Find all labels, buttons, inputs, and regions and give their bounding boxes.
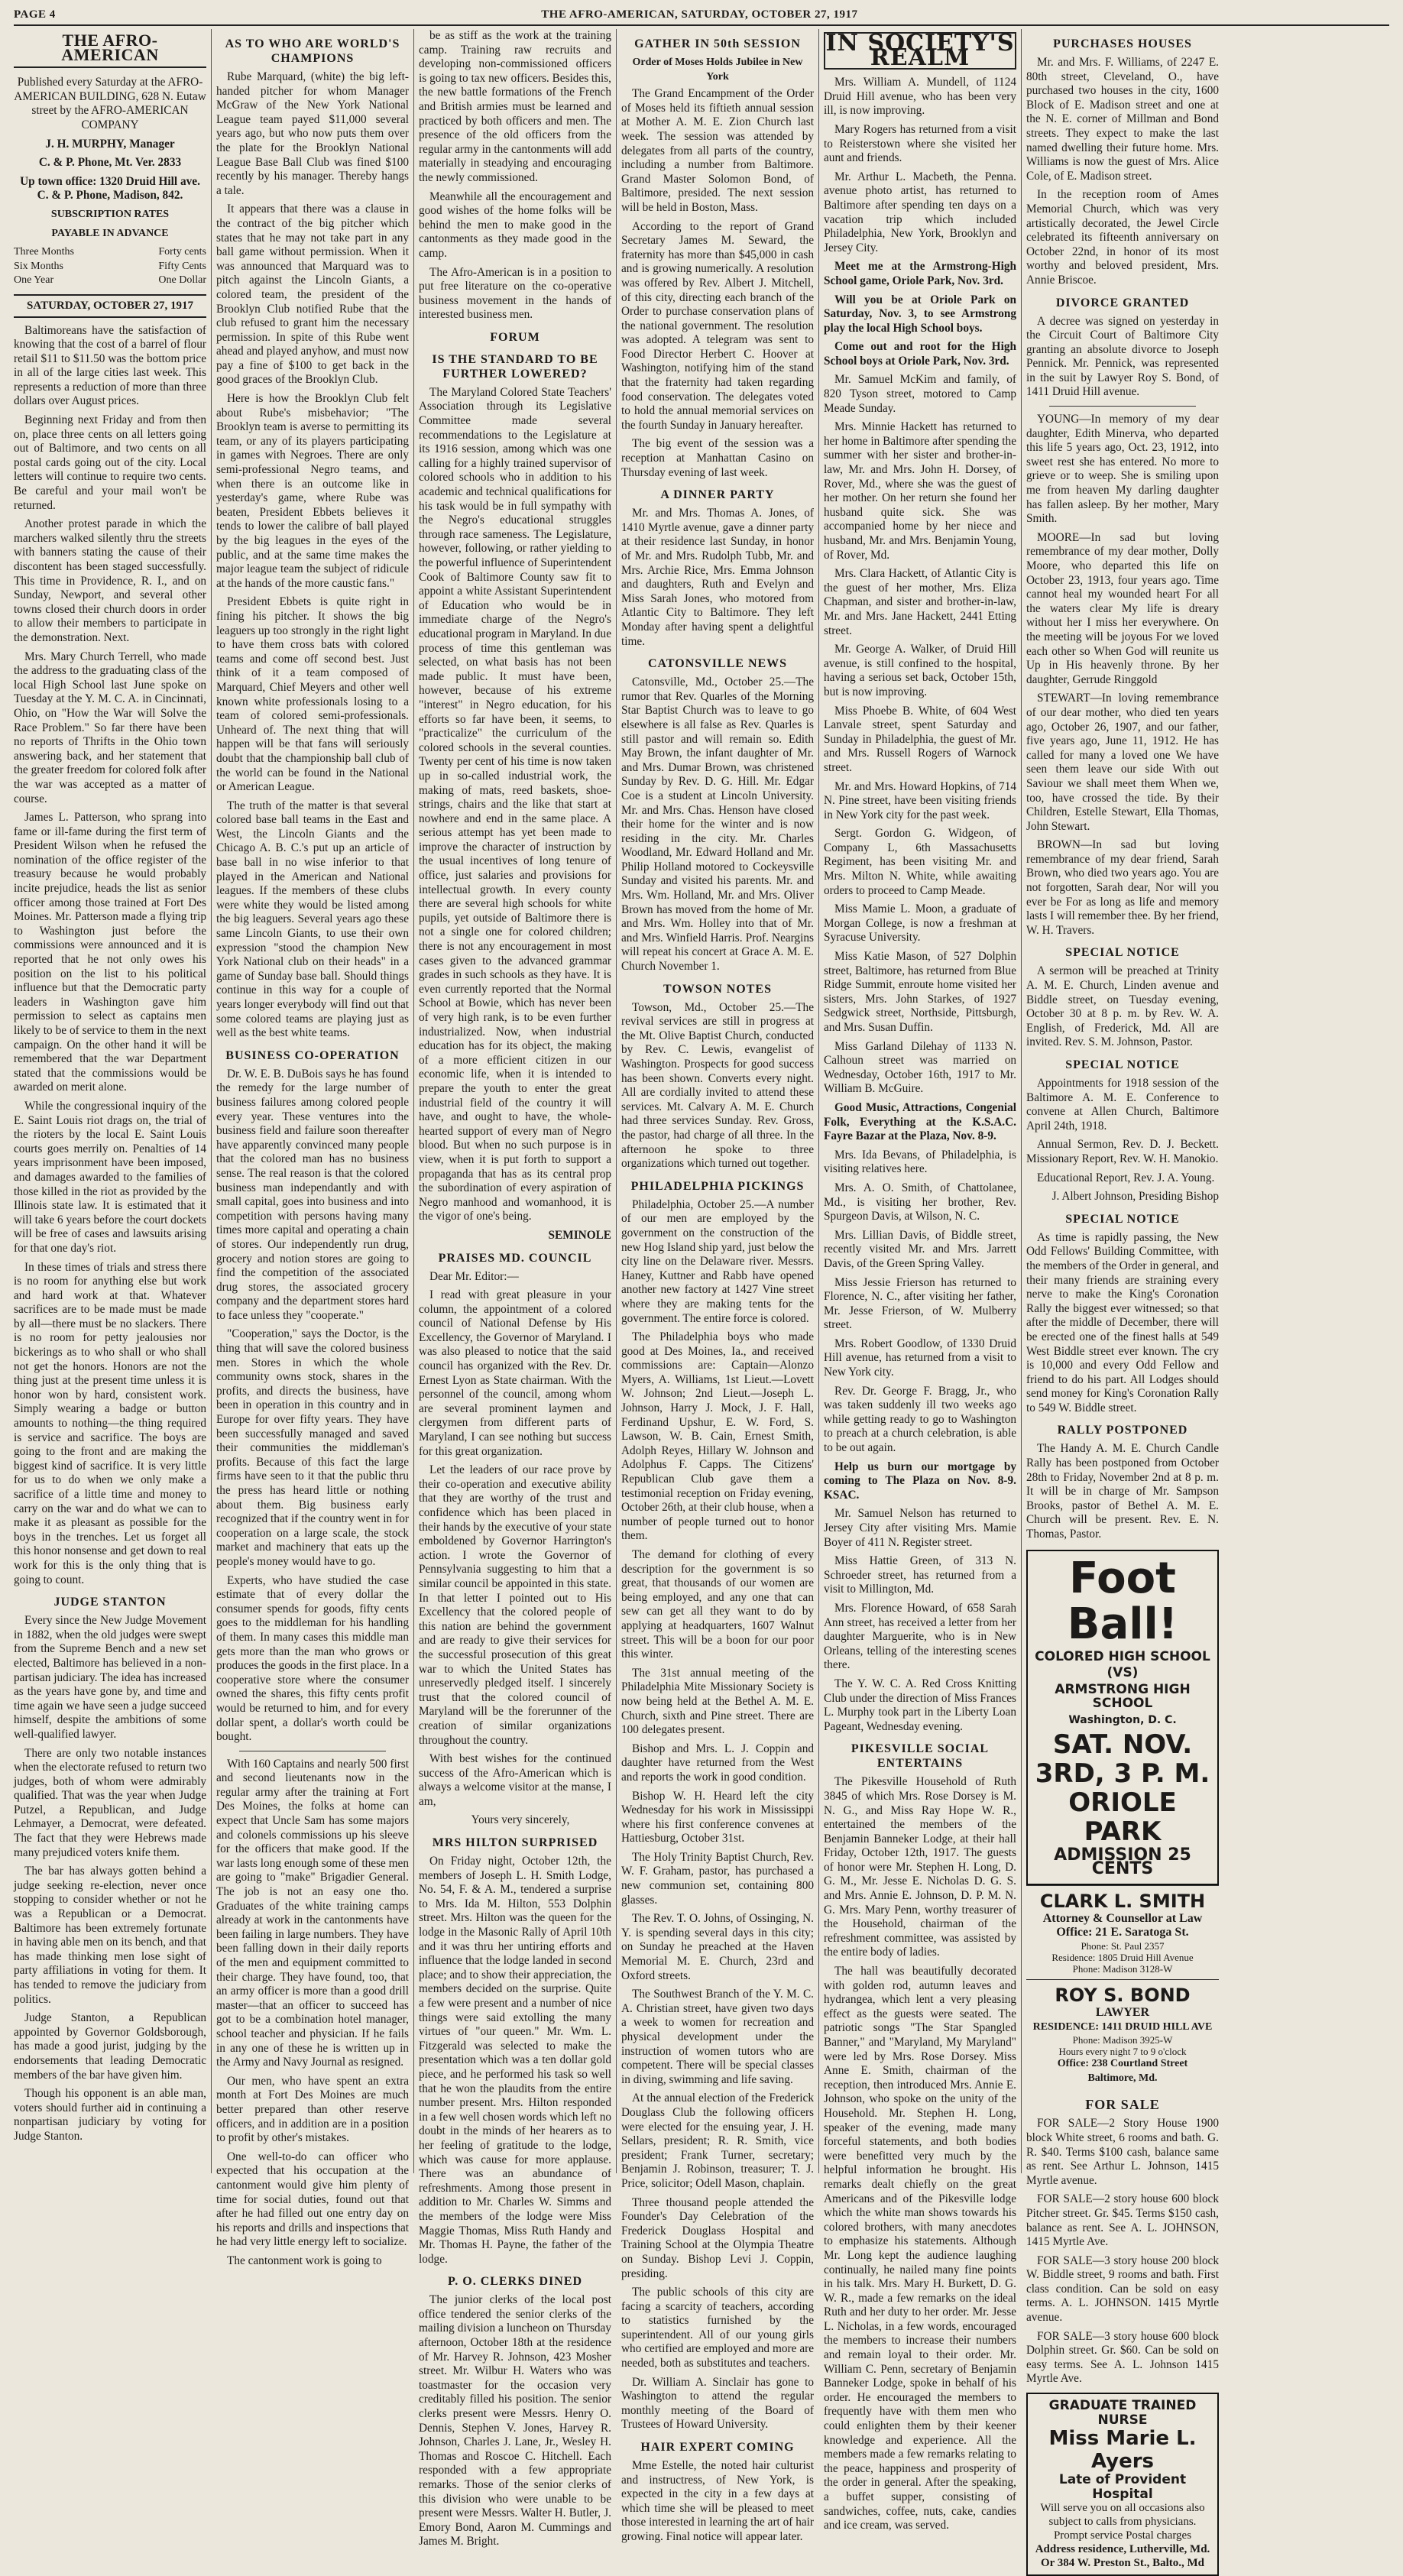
lawyer-advertisement — [1026, 1979, 1219, 2090]
ad-phone: Phone: Madison 3128-W — [1072, 1962, 1173, 1975]
article-paragraph: be as stiff as the work at the training camp. Training raw recruits and developing non-commissioned officers is going to tax new officers. Besides this, the new battle formations of the French and British armies must be learned and practiced by both officers and men. The presence of the old officers from the regular army in the cantonments will add materially in steadying and encouraging the newly commissioned. — [419, 29, 611, 184]
memoriam-notice: STEWART—In loving remembrance of our dear mother, who died ten years ago, October 26, 1907, and our father, five years ago, June 11, 1912. He has called for many a loved one We have seen them leave our side With out Saviour we shall meet them When we, too, have crossed the tide. By their Children, Estelle Stewart, Ella Thomas, John Stewart. — [1026, 692, 1219, 833]
article-heading: GATHER IN 50th SESSION — [634, 37, 801, 50]
memoriam-notice: MOORE—In sad but loving remembrance of my dear mother, Dolly Moore, who departed this life on October 23, 1913, four years ago. Time cannot heal my wounded heart For all the waters clear My life is dreary without her I miss her everywhere. On the meeting will be joyous For we loved each other so When God will reunite us Up in His heavenly throne. By her daughter, Gerrude Ringgold — [1026, 530, 1219, 686]
article-paragraph: The public schools of this city are facing a scarcity of teachers, according to statistics furnished by the superintendent. All of our young girls who certified are employed and more are needed, both as substitutes and teachers. — [621, 2286, 814, 2370]
article-paragraph: Dr. W. E. B. DuBois says he has found the remedy for the large number of business failures among colored people every year. These ventures into the business field and failure soon thereafter have apparently convinced many people that the colored man has no business sense. The real reason is that the colored business man independantly and with small capital, goes into business and into competition with persons having many times more capital and operating a chain of stores. Our independently run drug, grocery and notion stores are going to find the competition of the associated drug stores, the associated grocery company and the department stores hard to face unless they "cooperate." — [216, 1067, 409, 1322]
society-item: Miss Jessie Frierson has returned to Florence, N. C., after visiting her father, Mr. Jesse Frierson, of W. Mulberry street. — [824, 1275, 1016, 1332]
ad-residence: Residence: 1805 Druid Hill Avenue — [1051, 1951, 1194, 1963]
article-paragraph: Meanwhile all the encouragement and good wishes of the home folks will be behind the men to make good in the cantonments as they made good in the camp. — [419, 190, 611, 260]
ad-phone: Phone: Madison 3925-W — [1072, 2034, 1173, 2046]
society-item: Mrs. A. O. Smith, of Chattolanee, Md., is visiting her brother, Rev. Spurgeon Davis, at Wilson, N. C. — [824, 1181, 1016, 1223]
article-paragraph: Bishop W. H. Heard left the city Wednesday for his work in Mississippi where his first conference convenes at Hattiesburg, October 31st. — [621, 1789, 814, 1845]
article-paragraph: Mr. and Mrs. Thomas A. Jones, of 1410 Myrtle avenue, gave a dinner party at their residence last Sunday, in honor of Mr. and Mrs. Rudolph Tubb, Mr. and Mrs. Archie Rice, Mrs. Emma Johnson and daughters, Ruth and Evelyn and Miss Sarah Jones, who motored from Atlantic City to Baltimore. They left Monday after having spent a delightful time. — [621, 507, 814, 648]
article-subheading: Order of Moses Holds Jubilee in New York — [632, 57, 803, 83]
section-heading-forum: FORUM — [490, 330, 540, 344]
article-paragraph: Philadelphia, October 25.—A number of our men are employed by the government on the construction of the new Hog Island ship yard, just below the city line on the Delaware river. Messrs. Haney, Kuttner and Rabb have opened another new factory at 1427 Vine street where they are making tents for the government. The entire force is colored. — [621, 1197, 814, 1325]
article-paragraph: According to the report of Grand Secretary James M. Seward, the fraternity has more than $45,000 in cash and is growing numerically. A resolution was offered by Rev. Albert J. Mitchell, of this city, directing each branch of the Order to purchase conservation plans of the national government. The resolution was adopted. A telegram was sent to Food Director Herbert C. Hoover at Washington, notifying him of the stand that the fraternity had taken regarding food conservation. The delegates voted to hold the annual memorial services on the fourth Sunday in January hereafter. — [621, 219, 814, 432]
column-1 — [14, 29, 212, 2173]
society-item: Mrs. Robert Goodlow, of 1330 Druid Hill avenue, has returned from a visit to New York city. — [824, 1337, 1016, 1379]
society-item: Rev. Dr. George F. Bragg, Jr., who was taken suddenly ill two weeks ago while getting ready to go to Washington to preach at a church celebration, is able to be out again. — [824, 1384, 1016, 1455]
society-item: Mrs. Minnie Hackett has returned to her home in Baltimore after spending the summer with her sister and brother-in-law, Mr. and Mrs. John H. Dorsey, of Rover, Md., where she was the guest of her mother. On her return she found her husband quite sick. She was accompanied home by her niece and husband, Mr. and Mrs. Benjamin Young, of Rover, Md. — [824, 420, 1016, 562]
article-paragraph: The truth of the matter is that several colored base ball teams in the East and West, the Lincoln Giants and the Chicago A. B. C.'s put up an article of base ball in no wise inferior to that played in the American and National leagues. If the members of these clubs were white they would be listed among the big leaguers. Several years ago these same Lincoln Giants, to use their own expression "stood the champion New York National club on their heads" in a game of Sunday base ball. Should things continue in this way for a couple of years longer everybody will find out that some colored teams are playing just as well as the best white teams. — [216, 799, 409, 1040]
classified-listing: FOR SALE—2 Story House 1900 block White street, 6 rooms and bath. G. R. $40. Terms $100 cash, balance same as rent. See Arthur L. Johnson, 1415 Myrtle avenue. — [1026, 2117, 1219, 2187]
column-3 — [419, 29, 617, 2548]
memoriam-notice: YOUNG—In memory of my dear daughter, Edith Minerva, who departed this life 5 years ago, Oct. 23, 1912, into sweet rest she has entered. No more to grieve or to weep. She is smiling upon me from heaven My darling daughter has fallen asleep. By her mother, Mary Smith. — [1026, 413, 1219, 526]
article-paragraph: The bar has always gotten behind a judge seeking re-election, never once stopping to consider whether or not he was a Republican or a Democrat. Baltimore has been extremely fortunate in having able men on its bench, and that has made thinking men lose sight of party affiliations in voting for them. It has tended to remove the judiciary from politics. — [14, 1865, 206, 2006]
football-ad-venue: ORIOLE PARK — [1068, 1787, 1177, 1847]
article-paragraph: Catonsville, Md., October 25.—The rumor that Rev. Quarles of the Morning Star Baptist Church was to leave to go elsewhere is all false as Rev. Quarles is still pastor and will remain so. Edith May Brown, the infant daughter of Mr. and Mrs. Dumar Brown, was christened Sunday by Rev. D. G. Hill. Mr. Edgar Coe is a student at Lincoln University. Mr. and Mrs. Chas. Henson have closed their home for the winter and is now residing in the city. Mr. Charles Woodland, Mr. Edward Holland and Mr. Philip Holland motored to Cockeysville Sunday and visited his parents. Mr. and Mrs. Wm. Holland, Mr. and Mrs. Oliver Brown has moved from the home of Mr. and Mrs. Wm. Holley into that of Mr. and Mrs. Winfield Harris. Prof. Neargins will repeat his concert at Grace A. M. E. Church November 1. — [621, 676, 814, 974]
nurse-ad-address: Or 384 W. Preston St., Balto., Md — [1040, 2557, 1205, 2570]
signature: Yours very sincerely, — [471, 1813, 570, 1827]
article-paragraph: The Southwest Branch of the Y. M. C. A. Christian street, have given two days a week to women for recreation and physical development under the instruction of women tutors who are competent. There will be special classes in diving, swimming and life saving. — [621, 1988, 814, 2086]
newspaper-columns — [14, 29, 1389, 2570]
article-heading: HAIR EXPERT COMING — [640, 2441, 795, 2454]
article-paragraph: "Cooperation," says the Doctor, is the thing that will save the colored business men. Stores in which the whole community owns stock, shares in the profits, and directs the business, have been in operation in this country and in Europe for over fifty years. They have been successfully managed and saved their communities the middleman's profits. Because of this fact the large firms have seen to it that the public thru the press has heard little or nothing about them. Big business early recognized that if the country went in for cooperation on a large scale, the stock market and machinery that eats up the people's money would have to go. — [216, 1327, 409, 1568]
society-item: Mary Rogers has returned from a visit to Reisterstown where she visited her aunt and friends. — [824, 122, 1016, 165]
subscription-subtitle: PAYABLE IN ADVANCE — [51, 227, 169, 239]
football-ad-line: Washington, D. C. — [1068, 1714, 1177, 1726]
ad-hours: Hours every night 7 to 9 o'clock — [1058, 2046, 1187, 2058]
notice-paragraph: The Handy A. M. E. Church Candle Rally has been postponed from October 28th to Friday, November 2nd at 8 p. m. It will be in charge of Mr. Sampson Brooks, pastor of Bethel A. M. E. Church will be present. Rev. E. N. Thomas, Pastor. — [1026, 1442, 1219, 1541]
article-paragraph: The big event of the session was a reception at Manhattan Casino on Thursday evening of last week. — [621, 437, 814, 479]
article-paragraph: The demand for clothing of every description for the government is so great, that thousands of our women are being employed, and any one that can sew can get all they want to do by applying at headquarters, 1607 Walnut street. This will be a boon for our poor this winter. — [621, 1548, 814, 1661]
article-heading: PRAISES MD. COUNCIL — [438, 1251, 592, 1265]
football-ad-line: (VS) — [1107, 1665, 1139, 1681]
ad-role: Attorney & Counsellor at Law — [1042, 1911, 1203, 1925]
article-paragraph: A decree was signed on yesterday in the Circuit Court of Baltimore City granting an absolute divorce to Joseph Pennick. Mr. Pennick, was represented in the suit by Lawyer Roy S. Bond, of 1411 Druid Hill avenue. — [1026, 314, 1219, 399]
masthead-title: THE AFRO-AMERICAN, SATURDAY, OCTOBER 27, 1917 — [541, 8, 858, 21]
society-item: Will you be at Oriole Park on Saturday, Nov. 3, to see Armstrong play the local High School boys. — [824, 293, 1016, 335]
classified-listing: FOR SALE—3 story house 600 block Dolphin street. Gr. $60. Can be sold on easy terms. See A. L. Johnson 1415 Myrtle Ave. — [1026, 2329, 1219, 2386]
letter-paragraph: Let the leaders of our race prove by their co-operation and executive ability that they are worthy of the trust and confidence which has been placed in their hands by the executive of your state emboldened by Governor Harrington's action. I wrote the Governor of Pennsylvania suggesting to him that a similar council be appointed in this state. In that letter I pointed out to His Excellency that the colored people of this nation are behind the government and are ready to give their services for the successful prosecution of this great war to which the United States has unreservedly pledged itself. I sincerely trust that the colored council of Maryland will be the forerunner of the creation of similar organizations throughout the country. — [419, 1463, 611, 1747]
classified-listing: FOR SALE—3 story house 200 block W. Biddle street, 9 rooms and bath. First class condition. Can be sold on easy terms. A. L. JOHNSON. 1415 Myrtle avenue. — [1026, 2254, 1219, 2325]
football-ad-date: SAT. NOV. 3RD, 3 P. M. — [1035, 1729, 1210, 1789]
letter-paragraph: I read with great pleasure in your column, the appointment of a colored council of National Defense by His Excellency, the Governor of Maryland. I was also pleased to notice that the said council has organized with the Rev. Dr. Ernest Lyon as State chairman. With the personnel of the council, among whom are several prominent laymen and clergymen from different parts of Maryland, I can see nothing but success for this great organization. — [419, 1288, 611, 1458]
editorial-paragraph: Beginning next Friday and from then on, place three cents on all letters going out of Baltimore, and two cents on all postal cards going out of the city. Local letters will continue to require two cents. Be careful and your mail won't be returned. — [14, 413, 206, 512]
notice-paragraph: J. Albert Johnson, Presiding Bishop — [1051, 1190, 1219, 1204]
pub-line: Up town office: 1320 Druid Hill ave. C. & P. Phone, Madison, 842. — [20, 174, 200, 203]
article-paragraph: Mme Estelle, the noted hair culturist and instructress, of New York, is expected in the city in a few days at which time she will be pleased to meet those interested in learning the art of hair growing. Final notice will appear later. — [621, 2459, 814, 2543]
article-paragraph: Though his opponent is an able man, voters should further aid in continuing a nonpartisan judiciary by voting for Judge Stanton. — [14, 2087, 206, 2143]
article-paragraph: At the annual election of the Frederick Douglass Club the following officers were elected for the ensuing year, J. H. Sellars, president; R. R. Smith, vice president; Frank Turner, secretary; Benjamin J. Robinson, treasurer; T. J. Price, solicitor; Odell Mason, chaplain. — [621, 2092, 814, 2190]
notice-paragraph: Annual Sermon, Rev. D. J. Beckett. Missionary Report, Rev. W. H. Manokio. — [1026, 1138, 1219, 1165]
society-item: Help us burn our mortgage by coming to The Plaza on Nov. 8-9. KSAC. — [824, 1460, 1016, 1502]
article-paragraph: It appears that there was a clause in the contract of the big pitcher which states that he may not take part in any ball game without permission. When it was announced that Marquard was to pitch against the Lincoln Giants, a colored team, the president of the Brooklyn Club notified Rube that the club refused to grant him the necessary permission. In spite of this Rube went ahead and played anyhow, and must now pay a fine of $100 to get back in the good graces of the Brooklyn Club. — [216, 203, 409, 387]
society-item: Mrs. Ida Bevans, of Philadelphia, is visiting relatives here. — [824, 1148, 1016, 1176]
editorial-paragraph: James L. Patterson, who sprang into fame or ill-fame during the first term of President Wilson when he refused the nomination of the office register of the treasury because he would probably incite prejudice, heads the list as senior officer among those trained at Fort Des Moines. Mr. Patterson made a flying trip to Washington just before the commissions were announced and it is reported that he not only owes his position on the list to his political influence but that the Democratic party leaders in Washington gave him permission to select as captains men likely to be of service to them in the next campaign. On the other hand it will be remembered that the war Department stated that the commissions would be awarded on merit alone. — [14, 811, 206, 1094]
letter-paragraph: With best wishes for the continued success of the Afro-American which is always a welcome visitor at the manse, I am, — [419, 1752, 611, 1808]
article-heading: PURCHASES HOUSES — [1053, 37, 1192, 50]
article-heading: TOWSON NOTES — [663, 982, 772, 996]
society-item: Good Music, Attractions, Congenial Folk, Everything at the K.S.A.C. Fayre Bazar at the Plaza, Nov. 8-9. — [824, 1100, 1016, 1143]
article-paragraph: The Afro-American is in a position to put free literature on the co-operative business movement in the hands of interested business men. — [419, 265, 611, 322]
football-ad-line: COLORED HIGH SCHOOL — [1035, 1648, 1210, 1664]
article-paragraph: In the reception room of Ames Memorial Church, which was very artistically decorated, the Jewel Circle celebrated its fifteenth anniversary on October 22nd, in honor of its most worthy and beloved president, Mrs. Annie Briscoe. — [1026, 188, 1219, 287]
classified-listing: FOR SALE—2 story house 600 block Pitcher street. Gr. $45. Terms $150 cash, balance as rent. See A. L. JOHNSON, 1415 Myrtle Ave. — [1026, 2192, 1219, 2249]
article-paragraph: Our men, who have spent an extra month at Fort Des Moines are much better prepared than other reserve officers, and in addition are in a position to profit by other's mistakes. — [216, 2074, 409, 2145]
rate-row: Three Months Forty cents — [14, 246, 206, 258]
society-item: Mr. Arthur L. Macbeth, the Penna. avenue photo artist, has returned to Baltimore after spending ten days on a vacation trip which included Philadelphia, New York, Brooklyn and Jersey City. — [824, 170, 1016, 254]
article-heading: MRS HILTON SURPRISED — [432, 1836, 598, 1850]
ad-office: Office: 238 Courtland Street — [1057, 2058, 1188, 2070]
society-item: Mrs. Lillian Davis, of Biddle street, recently visited Mr. and Mrs. Jarrett Davis, of the Green Spring Valley. — [824, 1228, 1016, 1270]
society-section-title: IN SOCIETY'S REALM — [824, 32, 1016, 70]
rate-row: Six Months Fifty Cents — [14, 260, 206, 272]
society-item: Mr. Samuel Nelson has returned to Jersey City after visiting Mrs. Mamie Boyer of 411 N. Register street. — [824, 1507, 1016, 1549]
notice-paragraph: A sermon will be preached at Trinity A. M. E. Church, Linden avenue and Biddle street, on Tuesday evening, October 30 at 8 p. m. by Rev. W. A. English, of Frederick, Md. All are invited. Rev. S. M. Johnson, Pastor. — [1026, 964, 1219, 1049]
article-paragraph: The Holy Trinity Baptist Church, Rev. W. F. Graham, pastor, has purchased a new communion set, containing 800 glasses. — [621, 1850, 814, 1907]
divider — [1049, 406, 1196, 407]
society-item: Come out and root for the High School boys at Oriole Park, Nov. 3rd. — [824, 340, 1016, 368]
society-item: Mr. George A. Walker, of Druid Hill avenue, is still confined to the hospital, having a serious set back, October 15th, but is now improving. — [824, 643, 1016, 698]
editorial-paragraph: Baltimoreans have the satisfaction of knowing that the cost of a barrel of flour retail $11 to $11.50 was the bottom price in all of the large cities last week. This represents a reduction of more than three dollars over August prices. — [14, 323, 206, 408]
nurse-ad-text: Will serve you on all occasions also subject to calls from physicians. Prompt service Postal charges — [1040, 2502, 1205, 2542]
ad-city: Baltimore, Md. — [1087, 2072, 1158, 2084]
article-paragraph: Every since the New Judge Movement in 1882, when the old judges were swept from the Supreme Bench and a new set elected, Baltimore has believed in a non-partisan judiciary. The idea has increased as the years have gone by, and time and time again we have seen a judge succeed himself, despite the ambitions of some well-qualified lawyer. — [14, 1614, 206, 1741]
article-paragraph: The Grand Encampment of the Order of Moses held its fiftieth annual session at Mother A. M. E. Zion Church last week. The session was attended by delegates from all parts of the country, including a number from Baltimore. Grand Master Solomon Bond, of Baltimore, presided. The next session will be held in Boston, Mass. — [621, 87, 814, 214]
subscription-title: SUBSCRIPTION RATES — [50, 208, 170, 220]
editorial-paragraph: Mrs. Mary Church Terrell, who made the address to the graduating class of the local High School last June spoke on Tuesday at the Y. M. C. A. in Cincinnati, Ohio, on "How the War will Solve the Race Problem." So far there have been no reports of Thrifts in the Ohio town answering back, and her statement that the greater freedom for colored folk after the war was accepted as a matter of course. — [14, 650, 206, 805]
notice-heading: RALLY POSTPONED — [1057, 1424, 1188, 1437]
editorial-paragraph: In these times of trials and stress there is no room for anything else but work and hard work at that. Whatever sacrifices are to be made must be made by all—there must be no slackers. There is no room for petty jealousies nor bickerings as to who shall or who shall not get the honors. Honors are not the thing just at the present time unless it is honor won by hard, consistent work. Simply wearing a badge or button amounts to nothing—the thing required is service and sacrifice. The boys are going to the front and are making the biggest kind of sacrifice. It is very little for us to do when we only make a sacrifice of a little time and money to carry on the war and do what we can to make it as pleasant as possible for the boys in the trenches. Let us forget all this honor nonsense and get down to real work for this is the only thing that is going to count. — [14, 1260, 206, 1586]
article-paragraph: Rube Marquard, (white) the big left-handed pitcher for whom Manager McGraw of the New York National League team payed $11,000 several years ago, but who now puts them over the plate for the Brooklyn National League Base Ball Club was fined $100 recently by his manager. Thereby hangs a tale. — [216, 70, 409, 197]
article-heading: BUSINESS CO-OPERATION — [225, 1048, 400, 1062]
society-item: Miss Katie Mason, of 527 Dolphin street, Baltimore, has returned from Blue Ridge Summit, enroute home visited her sisters, Mrs. John Starkes, of 1927 Sedgwick street, Northside, Pittsburgh, and Mrs. Susan Duffin. — [824, 950, 1016, 1034]
article-paragraph: There are only two notable instances when the electorate refused to return two judges, both of whom were admirably qualified. That was the year when Judge Putzel, a Republican, and Judge Lehmayer, a Democrat, were defeated. The fact that they were Hebrews made many prejudiced voters knife them. — [14, 1746, 206, 1859]
article-paragraph: Towson, Md., October 25.—The revival services are still in progress at the Mt. Olive Baptist Church, conducted by Rev. C. Lewis, evangelist of Washington. Prospects for good success has been shown. Converts every night. All are cordially invited to attend these services. Mt. Calvary A. M. E. Church had three services Sunday. Rev. Gross, the pastor, had charge of all three. In the afternoon he spoke to three organizations which turned out together. — [621, 1000, 814, 1171]
notice-heading: SPECIAL NOTICE — [1065, 1212, 1180, 1226]
society-item: The Y. W. C. A. Red Cross Knitting Club under the direction of Miss Frances L. Murphy took part in the Liberty Loan Pageant, Wednesday evening. — [824, 1677, 1016, 1733]
article-paragraph: Mr. and Mrs. F. Williams, of 2247 E. 80th street, Cleveland, O., have purchased two houses in the city, 1600 Block of E. Madison street and one at the N. E. corner of Millman and Bond streets. They expect to make the last named dwelling their future home. Mrs. Williams is now the guest of Mrs. Alice Cole, of E. Madison street. — [1026, 56, 1219, 183]
football-ad-admission: ADMISSION 25 CENTS — [1054, 1845, 1191, 1879]
nurse-ad-title: GRADUATE TRAINED NURSE — [1048, 2398, 1197, 2428]
article-paragraph: The cantonment work is going to — [227, 2254, 382, 2267]
column-6 — [1026, 29, 1219, 2570]
article-paragraph: The junior clerks of the local post office tendered the senior clerks of the mailing division a luncheon on Thursday afternoon, October 18th at the residence of Mr. Harvey R. Johnson, 423 Mosher street. Mr. Wilbur H. Waters who was toastmaster for the occasion very creditably filled his position. The senior clerks present were Messrs. Henry O. Dennis, Stephen V. Jones, Harvey R. Johnson, Charles J. Lane, Jr., Wesley H. Thomas and Roscoe C. Hitchell. Each responded with a few appropriate remarks. Those of the senior clerks of this division who were unable to be present were Messrs. Walter H. Butler, J. Emory Bond, Aaron M. Cummings and James M. Bright. — [419, 2293, 611, 2548]
society-item: Miss Hattie Green, of 313 N. Schroeder street, has returned from a visit to Millington, Md. — [824, 1554, 1016, 1596]
article-paragraph: Dr. William A. Sinclair has gone to Washington to attend the regular monthly meeting of the Board of Trustees of Howard University. — [621, 2375, 814, 2432]
society-item: Mr. and Mrs. Howard Hopkins, of 714 N. Pine street, have been visiting friends in New York city for the past week. — [824, 779, 1016, 821]
nurse-ad-address: Address residence, Lutherville, Md. — [1035, 2543, 1210, 2556]
notice-heading: SPECIAL NOTICE — [1065, 946, 1180, 960]
article-paragraph: The Pikesville Household of Ruth 3845 of which Mrs. Rose Dorsey is M. N. G., and Miss Ray Hope W. R., entertained the members of the Benjamin Banneker Lodge, at their hall Friday, October 12th, 1917. The guests of honor were Mr. Stephen H. Long, D. G. M., Mr. Jesse E. Nicholas D. G. S. and Mrs. Annie E. Johnson, D. P. M. N. G. Mrs. Mary Penn, worthy treasurer of the Household, chairman of the refreshment committee, was assisted by the entire body of ladies. — [824, 1775, 1016, 1959]
football-ad-line: ARMSTRONG HIGH SCHOOL — [1055, 1681, 1191, 1712]
rate-row: One Year One Dollar — [14, 274, 206, 287]
ad-residence: RESIDENCE: 1411 DRUID HILL AVE — [1032, 2020, 1213, 2033]
article-paragraph: The Maryland Colored State Teachers' Association through its Legislative Committee made several recommendations to the Legislature at its 1916 session, among which was one calling for a highly trained supervisor of colored schools who in addition to his academic and technical qualifications for his task would be in full sympathy with the Negro's educational struggles through race sameness. The Legislature, however, following, or rather yielding to the powerful influence of Superintendent Cook of Baltimore County saw fit to appoint a white Assistant Superintendent of Education who would be in immediate charge of the Negro's educational program in Maryland. In due process of time this gentleman was selected, on what basis has not been made public. It must have been, however, because of his extreme "interest" in Negro education, for his efforts so far have been, it seems, to "practicalize" the curriculum of the colored schools in the several counties. Twenty per cent of his time is now taken up in so-called industrial work, the making of mats, reed baskets, shoe-strings, chairs and the like that start at nowhere and end in the same place. A serious attempt has yet been made to improve the character of instruction by the usual incentives of long tenure of office, just salaries and provisions for intellectual growth. In every county there are several high schools for white pupils, yet outside of Baltimore there is not a single one for colored children; there is not any encouragement in most cases given to the advanced grammar grades in such schools as they have. It is even currently reported that the Normal School at Bowie, which has never been of very high rank, is to be even further industrialized. Now, when industrial education has for its object, the making of a more efficient citizen in our economic life, when it is intended to prepare the youth to enter the great industrial field of the country it will have, and ought to have, the whole-hearted support of every man of Negro blood. But when no such purpose is in view, when it is put forth to support a propaganda that has as its central prop the subordination of every aspiration of Negro manhood and womanhood, it is the vigor of one's being. — [419, 385, 611, 1223]
article-paragraph: The Rev. T. O. Johns, of Ossinging, N. Y. is spending several days in this city; on Sunday he preached at the Haven Memorial M. E. Church, 23rd and Oxford streets. — [621, 1912, 814, 1982]
nurse-advertisement — [1026, 2393, 1219, 2576]
article-heading: A DINNER PARTY — [660, 488, 775, 502]
article-paragraph: Bishop and Mrs. L. J. Coppin and daughter have returned from the West and reports the work in good condition. — [621, 1742, 814, 1784]
for-sale-section — [1026, 2098, 1219, 2386]
article-heading: PIKESVILLE SOCIAL ENTERTAINS — [851, 1742, 990, 1771]
editorial-dateline: SATURDAY, OCTOBER 27, 1917 — [14, 294, 206, 318]
page-masthead — [14, 5, 1389, 26]
article-paragraph: The 31st annual meeting of the Philadelphia Mite Missionary Society is now being held at the Bethel A. M. E. Church, sixth and Pine street. There are 100 delegates present. — [621, 1666, 814, 1737]
notice-paragraph: Appointments for 1918 session of the Baltimore A. M. E. Conference to convene at Allen Church, Baltimore April 24th, 1918. — [1026, 1077, 1219, 1132]
society-item: Mrs. Florence Howard, of 658 Sarah Ann street, has received a letter from her daughter Marguerite, who is in New Orleans, telling of the interesting scenes there. — [824, 1601, 1016, 1672]
nurse-ad-subtitle: Late of Provident Hospital — [1058, 2472, 1187, 2502]
column-2 — [216, 29, 414, 2267]
article-heading: CATONSVILLE NEWS — [647, 657, 788, 671]
lawyer-advertisement — [1026, 1885, 1219, 1979]
article-paragraph: The hall was beautifully decorated with golden rod, autumn leaves and hydrangea, which lent a very pleasing effect as the guests were seated. The patriotic songs "The Star Spangled Banner," and "Maryland, My Maryland" were led by Mrs. Rose Dorsey. Miss Anne E. Smith, chairman of the reception, then introduced Mrs. Annie E. Johnson, who spoke on the unity of the Household. Mr. Stephen H. Long, speaker of the evening, made many forceful statements, and both bodies were benefitted very much by the helpful information he brought. His remarks dealt chiefly on the great Americans and of the Pikesville lodge which the white man shows towards his colored brothers, with many anecdotes to emphasize his statements. Although Mr. Long kept the audience laughing continually, he nailed many fine points in his talk. Mrs. Mary H. Burkett, D. G. W. R., made a few remarks on the ideal Ruth and her duty to her order. Mr. Jesse L. Nicholas, in a few words, encouraged the members to increase their numbers and remain loyal to their order. Mr. William C. Penn, secretary of Benjamin Banneker Lodge, spoke in behalf of his order. He encouraged the members to frequently have with them men who could enlighten them by their keener knowledge and experience. All the members made a few remarks relating to the peace, happiness and prosperity of the order in general. After the speaking, a buffet supper, consisting of sandwiches, coffee, nuts, cake, candies and ice cream, was served. — [824, 1965, 1016, 2532]
article-heading: P. O. CLERKS DINED — [447, 2275, 583, 2289]
society-item: Miss Phoebe B. White, of 604 West Lanvale street, spent Saturday and Sunday in Philadelphia, the guest of Mr. and Mrs. Russell Rogers of Warnock street. — [824, 704, 1016, 774]
ad-name: ROY S. BOND — [1055, 1984, 1191, 2006]
ad-name: CLARK L. SMITH — [1039, 1890, 1206, 1912]
paper-name: THE AFRO-AMERICAN — [14, 34, 206, 68]
notice-paragraph: As time is rapidly passing, the New Odd Fellows' Building Committee, with the members of the Order in general, and their many friends are straining every nerve to make the King's Coronation Rally the biggest ever witnessed; so that after the middle of December, there will be erected one of the finest halls at 549 West Biddle street ever known. The cry is 10,000 and every Odd Fellow and friend to do his part. All Lodges should send money for King's Coronation Rally to 549 W. Biddle street. — [1026, 1230, 1219, 1414]
pub-line: C. & P. Phone, Mt. Ver. 2833 — [38, 156, 182, 170]
article-paragraph: Here is how the Brooklyn Club felt about Rube's misbehavior; "The Brooklyn team is averse to permitting its team, or any of its players participating in games with Negroes. There are only semi-professional Negro teams, and when there is an outcome like in yesterday's game, where Rube was beaten, President Ebbets believes it tends to lower the calibre of ball played by the big leagues in the eyes of the public, and at the same time makes the major league team the subject of ridicule at the hands of the more caustic fans." — [216, 392, 409, 590]
football-advertisement — [1026, 1550, 1219, 1885]
society-item: Mr. Samuel McKim and family, of 820 Tyson street, motored to Camp Meade Sunday. — [824, 373, 1016, 415]
article-paragraph: The Philadelphia boys who made good at Des Moines, Ia., and received commissions are: Captain—Alonzo Myers, A. Williams, 1st Lieut.—Lovett W. Johnson; 2nd Lieut.—Joseph L. Johnson, Harry J. Mock, J. F. Hall, Ferdinand Upshur, E. W. Ford, S. Lawson, W. B. Cain, Ernest Smith, Adolph Reyes, Hillary W. Johnson and Adolphus F. Capps. The Citizens' Republican Club gave them a testimonial reception on Friday evening, October 26th, at their club house, when a number of people turned out to honor them. — [621, 1330, 814, 1543]
letter-paragraph: Dear Mr. Editor:— — [429, 1269, 519, 1283]
ad-role: LAWYER — [1095, 2005, 1150, 2019]
publisher-info — [14, 76, 206, 203]
article-paragraph: With 160 Captains and nearly 500 first and second lieutenants now in the regular army after the training at Fort Des Moines, the folks at home can expect that Uncle Sam has some majors and colonels commissions up his sleeve for the officers that make good. If the war lasts long enough some of these men are going to "make" Brigadier General. The job is not an easy one tho. Graduates of the white training camps already at work in the cantonments have been failing in large numbers. They have been falling down in their daily reports of the men and equipment committed to their charge. They have found, too, that an army officer is more than a good drill master—that an officer to succeed has got to be a combination hotel manager, school teacher and physician. If he fails in any one of these he is written up in the Army and Navy Journal as resigned. — [216, 1757, 409, 2069]
pub-line: J. H. MURPHY, Manager — [45, 137, 175, 151]
signature: SEMINOLE — [548, 1228, 611, 1242]
article-paragraph: On Friday night, October 12th, the members of Joseph L. H. Smith Lodge, No. 54, F. & A. M., tendered a surprise to Mrs. Ida M. Hilton, 553 Dolphin street. Mrs. Hilton was the queen for the lodge in the Masonic Rally of April 10th and it was thru her untiring efforts and influence that the lodge landed in second place; and to show their appreciation, the members decided on the surprise. Quite a few were present and a number of nice things were said extolling the many virtues of "our queen." Mr. Wm. L. Fitzgerald was selected to make the presentation which was a ten dollar gold piece, and he performed his task so well that he won the plaudits from the entire number present. Mrs. Hilton responded in a few well chosen words which left no doubt in the minds of her hearers as to her feeling of gratitude to the lodge, which was cause for more applause. There was an abundance of refreshments. Among those present in addition to Mr. Charles W. Simms and the members of the lodge were Miss Maggie Thomas, Miss Ruth Handy and Mr. Thomas H. Payne, the father of the lodge. — [419, 1855, 611, 2266]
memoriam-notice: BROWN—In sad but loving remembrance of my dear friend, Sarah Brown, who died two years ago. You are not forgotten, Sarah dear, Nor will you ever be For as long as life and memory lasts I will remember thee. By her friend, W. H. Travers. — [1026, 838, 1219, 937]
notice-paragraph: Educational Report, Rev. J. A. Young. — [1037, 1171, 1215, 1184]
article-paragraph: Three thousand people attended the Founder's Day Celebration of the Frederick Douglass Hospital and Training School at the Olympia Theatre on Sunday. Bishop Levi J. Coppin, presiding. — [621, 2195, 814, 2280]
society-item: Mrs. Clara Hackett, of Atlantic City is the guest of her mother, Mrs. Eliza Chapman, and sister and brother-in-law, Mr. and Mrs. Jane Hackett, 2441 Etting street. — [824, 567, 1016, 637]
notice-heading: SPECIAL NOTICE — [1065, 1058, 1180, 1071]
society-item: Miss Mamie L. Moon, a graduate of Morgan College, is now a freshman at Syracuse University. — [824, 902, 1016, 945]
ad-phone: Phone: St. Paul 2357 — [1081, 1939, 1165, 1952]
article-heading: JUDGE STANTON — [53, 1596, 167, 1609]
pub-line: Published every Saturday at the AFRO-AMERICAN BUILDING, 628 N. Eutaw street by the AFRO-AMERICAN COMPANY — [14, 76, 206, 131]
article-heading: PHILADELPHIA PICKINGS — [630, 1179, 805, 1193]
article-heading: DIVORCE GRANTED — [1055, 296, 1190, 309]
football-ad-headline: Foot Ball! — [1067, 1553, 1178, 1649]
nurse-ad-name: Miss Marie L. Ayers — [1048, 2427, 1197, 2474]
classified-heading: FOR SALE — [1085, 2097, 1160, 2113]
column-5 — [824, 29, 1022, 2532]
society-item: Meet me at the Armstrong-High School game, Oriole Park, Nov. 3rd. — [824, 260, 1016, 287]
article-heading: IS THE STANDARD TO BE FURTHER LOWERED? — [432, 352, 598, 381]
society-item: Miss Garland Dilehay of 1133 N. Calhoun street was married on Wednesday, October 16th, 1917 to Mr. William B. McGuire. — [824, 1039, 1016, 1096]
column-4 — [621, 29, 819, 2543]
article-heading: AS TO WHO ARE WORLD'S CHAMPIONS — [225, 37, 400, 65]
article-paragraph: Judge Stanton, a Republican appointed by Governor Goldsborough, has made a good jurist, judging by the endorsements that leading Democratic members of the bar have given him. — [14, 2011, 206, 2082]
society-item: Mrs. William A. Mundell, of 1124 Druid Hill avenue, who has been very ill, is now improving. — [824, 76, 1016, 118]
article-paragraph: One well-to-do can officer who expected that his occupation at the cantonment would give him plenty of time for social duties, found out that after he had filled out one entry day on his reports and drills and inspections that he had very little energy left to socialize. — [216, 2150, 409, 2249]
editorial-paragraph: While the congressional inquiry of the E. Saint Louis riot drags on, the trial of the rioters by the local E. Saint Louis courts goes merrily on. Penalties of 14 years imprisonment have been imposed, and damages awarded to the families of those killed in the riot as provided by the Illinois state law. It is estimated that it will take 6 years before the court dockets will be free of cases and lawsuits arising for that one day's riot. — [14, 1099, 206, 1255]
page-number: PAGE 4 — [14, 8, 56, 21]
editorial-paragraph: Another protest parade in which the marchers walked silently thru the streets with banners stating the cause of their discontent has been staged successfully. This time in Providence, R. I., and on Sunday, Newport, and several other towns closed their church doors in order to allow their members to participate in the demonstration. Next. — [14, 517, 206, 644]
article-paragraph: Experts, who have studied the case estimate that of every dollar the consumer spends for goods, fifty cents goes to the middleman for his handling of them. In many cases this middle man gets more than the man who grows or produces the goods in the first place. In a cooperative store where the consumer owned the shares, this fifty cents profit would be returned to him, and for every dollar spent, a dollar's worth could be bought. — [216, 1573, 409, 1744]
article-paragraph: President Ebbets is quite right in fining his pitcher. It shows the big leaguers up too strongly in the right light to have them cross bats with colored teams and come off second best. Just think of it a team composed of Marquard, Chief Meyers and other well known white professionals losing to a team of colored semi-professionals. Unheard of. The next thing that will happen will be that fans will seriously doubt that the championship ball club of the world can be found in the National or American League. — [216, 595, 409, 794]
society-item: Sergt. Gordon G. Widgeon, of Company L, 6th Massachusetts Regiment, has been visiting Mr. and Mrs. Milton N. White, while awaiting orders to proceed to Camp Meade. — [824, 827, 1016, 897]
ad-office: Office: 21 E. Saratoga St. — [1056, 1926, 1189, 1939]
